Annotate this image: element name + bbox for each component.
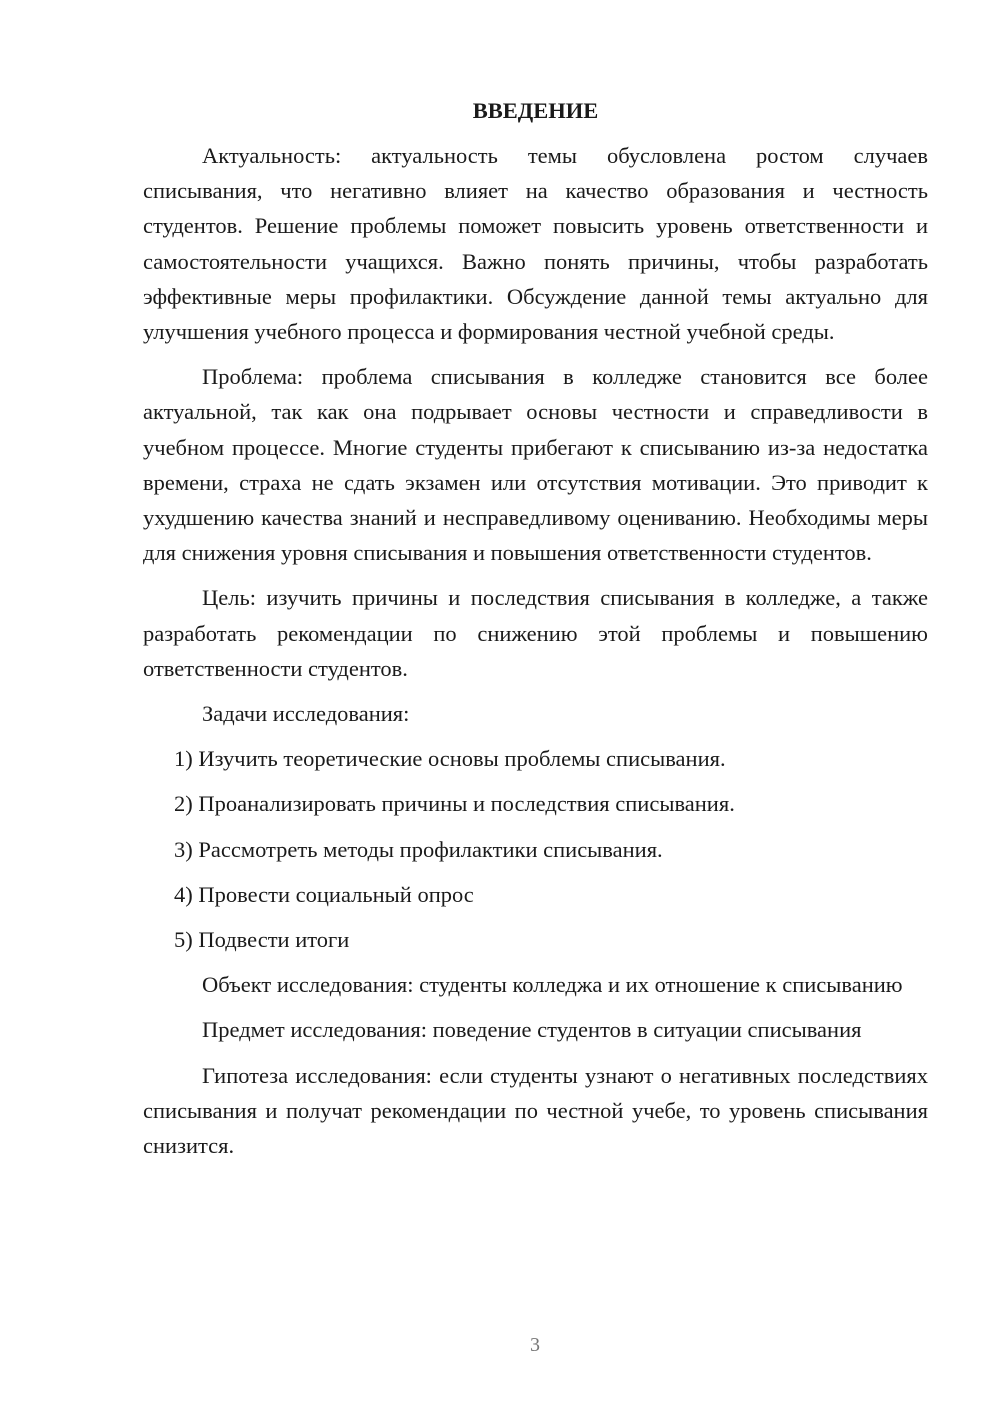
list-item: 5) Подвести итоги (174, 927, 350, 953)
hypothesis-paragraph: Гипотеза исследования: если студенты узнают о негативных последствиях списывания и получат рекомендации по честной учебе, то уровень списывания снизится. (143, 1062, 928, 1159)
page-number: 3 (530, 1334, 540, 1356)
list-item: 3) Рассмотреть методы профилактики списывания. (174, 836, 663, 862)
list-item: 1) Изучить теоретические основы проблемы списывания. (174, 746, 726, 772)
list-item: 2) Проанализировать причины и последствия списывания. (174, 791, 735, 817)
object-paragraph: Объект исследования: студенты колледжа и их отношение к списыванию (202, 972, 903, 998)
tasks-list (143, 741, 928, 957)
list-item: 4) Провести социальный опрос (174, 881, 474, 907)
subject-paragraph: Предмет исследования: поведение студентов в ситуации списывания (202, 1017, 862, 1043)
relevance-paragraph: Актуальность: актуальность темы обусловлена ростом случаев списывания, что негативно влияет на качество образования и честность студентов. Решение проблемы поможет повысить уровень ответственности и самостоятельности учащихся. Важно понять причины, чтобы разработать эффективные меры профилактики. Обсуждение данной темы актуально для улучшения учебного процесса и формирования честной учебной среды. (143, 143, 928, 345)
page-content (143, 96, 928, 1173)
goal-paragraph: Цель: изучить причины и последствия списывания в колледже, а также разработать рекомендации по снижению этой проблемы и повышению ответственности студентов. (143, 585, 928, 681)
problem-paragraph: Проблема: проблема списывания в колледже становится все более актуальной, так как она подрывает основы честности и справедливости в учебном процессе. Многие студенты прибегают к списыванию из-за недостатка времени, страха не сдать экзамен или отсутствия мотивации. Это приводит к ухудшению качества знаний и несправедливому оцениванию. Необходимы меры для снижения уровня списывания и повышения ответственности студентов. (143, 364, 928, 566)
page-title: ВВЕДЕНИЕ (472, 98, 599, 123)
tasks-heading: Задачи исследования: (202, 701, 410, 727)
